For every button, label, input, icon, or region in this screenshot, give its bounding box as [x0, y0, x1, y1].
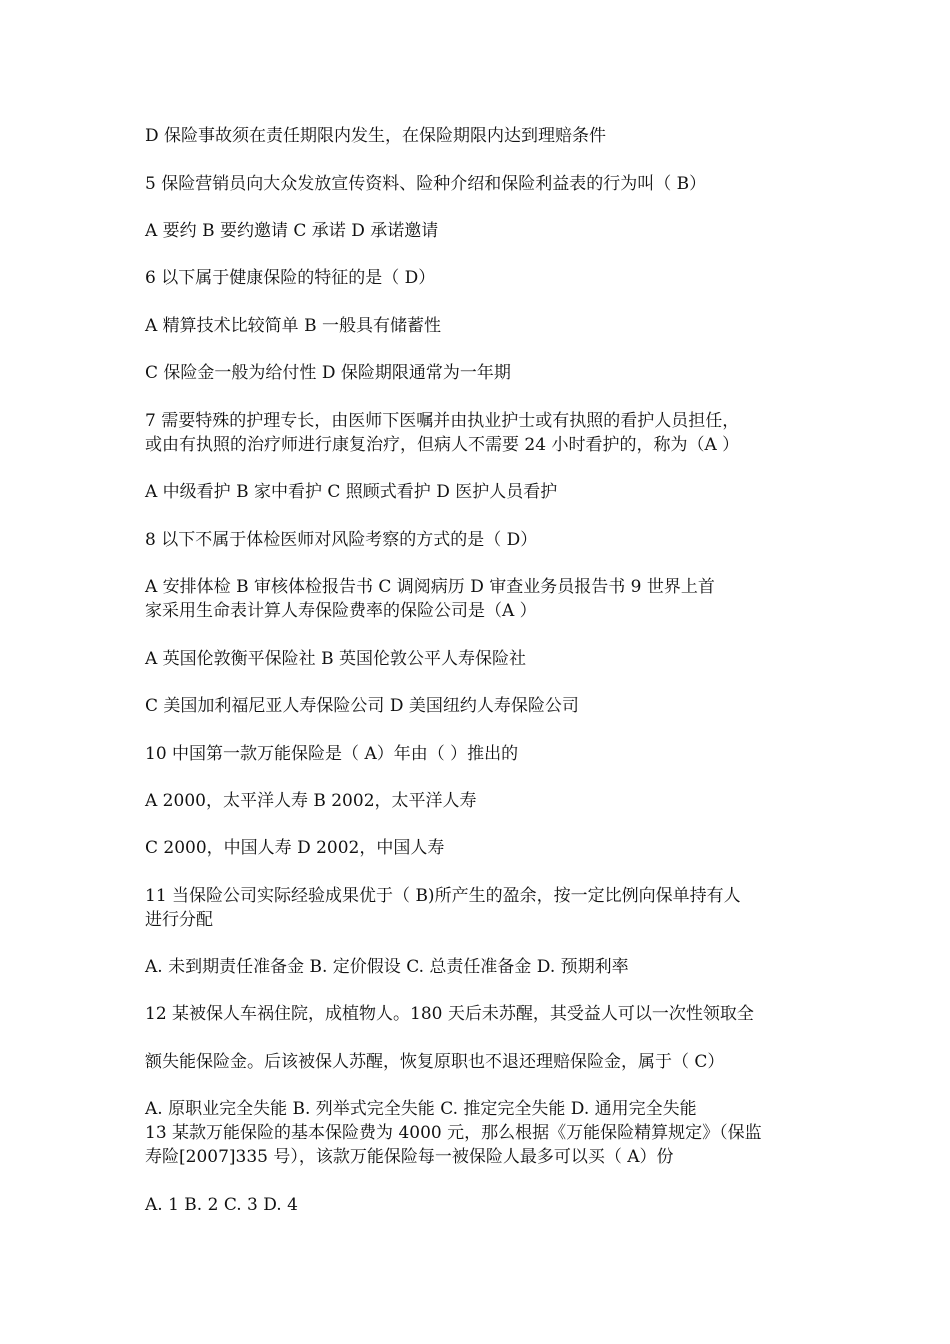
question-5: 5 保险营销员向大众发放宣传资料、险种介绍和保险利益表的行为叫（ B）: [145, 174, 707, 194]
question-11-options: A. 未到期责任准备金 B. 定价假设 C. 总责任准备金 D. 预期利率: [145, 957, 629, 977]
question-6-options-cd: C 保险金一般为给付性 D 保险期限通常为一年期: [145, 363, 511, 383]
question-8: 8 以下不属于体检医师对风险考察的方式的是（ D）: [145, 530, 538, 550]
question-12-line-1: 12 某被保人车祸住院，成植物人。180 天后未苏醒，其受益人可以一次性领取全: [145, 1004, 754, 1024]
question-13-options: A. 1 B. 2 C. 3 D. 4: [145, 1195, 298, 1215]
question-11-line-1: 11 当保险公司实际经验成果优于（ B)所产生的盈余，按一定比例向保单持有人: [145, 886, 741, 906]
question-10: 10 中国第一款万能保险是（ A）年由（ ）推出的: [145, 744, 519, 764]
question-8-options: A 安排体检 B 审核体检报告书 C 调阅病历 D 审查业务员报告书 9 世界上首: [145, 577, 715, 597]
question-12-line-2: 额失能保险金。后该被保人苏醒，恢复原职也不退还理赔保险金，属于（ C）: [145, 1052, 725, 1072]
question-13-line-1: 13 某款万能保险的基本保险费为 4000 元，那么根据《万能保险精算规定》（保监: [145, 1123, 762, 1143]
question-7-options: A 中级看护 B 家中看护 C 照顾式看护 D 医护人员看护: [145, 482, 558, 502]
question-9: 家采用生命表计算人寿保险费率的保险公司是（A ）: [145, 601, 537, 621]
question-7-line-2: 或由有执照的治疗师进行康复治疗，但病人不需要 24 小时看护的，称为（A ）: [145, 435, 740, 455]
question-12-options: A. 原职业完全失能 B. 列举式完全失能 C. 推定完全失能 D. 通用完全失能: [145, 1099, 697, 1119]
question-10-options-ab: A 2000，太平洋人寿 B 2002，太平洋人寿: [145, 791, 477, 811]
question-7-line-1: 7 需要特殊的护理专长，由医师下医嘱并由执业护士或有执照的看护人员担任，: [145, 411, 740, 431]
question-11-line-2: 进行分配: [145, 910, 213, 930]
question-6: 6 以下属于健康保险的特征的是（ D）: [145, 268, 436, 288]
question-10-options-cd: C 2000，中国人寿 D 2002，中国人寿: [145, 838, 445, 858]
question-9-options-cd: C 美国加利福尼亚人寿保险公司 D 美国纽约人寿保险公司: [145, 696, 579, 716]
text-line: D 保险事故须在责任期限内发生，在保险期限内达到理赔条件: [145, 126, 607, 146]
question-13-line-2: 寿险[2007]335 号），该款万能保险每一被保险人最多可以买（ A）份: [145, 1147, 674, 1167]
question-9-options-ab: A 英国伦敦衡平保险社 B 英国伦敦公平人寿保险社: [145, 649, 526, 669]
question-6-options-ab: A 精算技术比较简单 B 一般具有储蓄性: [145, 316, 441, 336]
question-5-options: A 要约 B 要约邀请 C 承诺 D 承诺邀请: [145, 221, 439, 241]
